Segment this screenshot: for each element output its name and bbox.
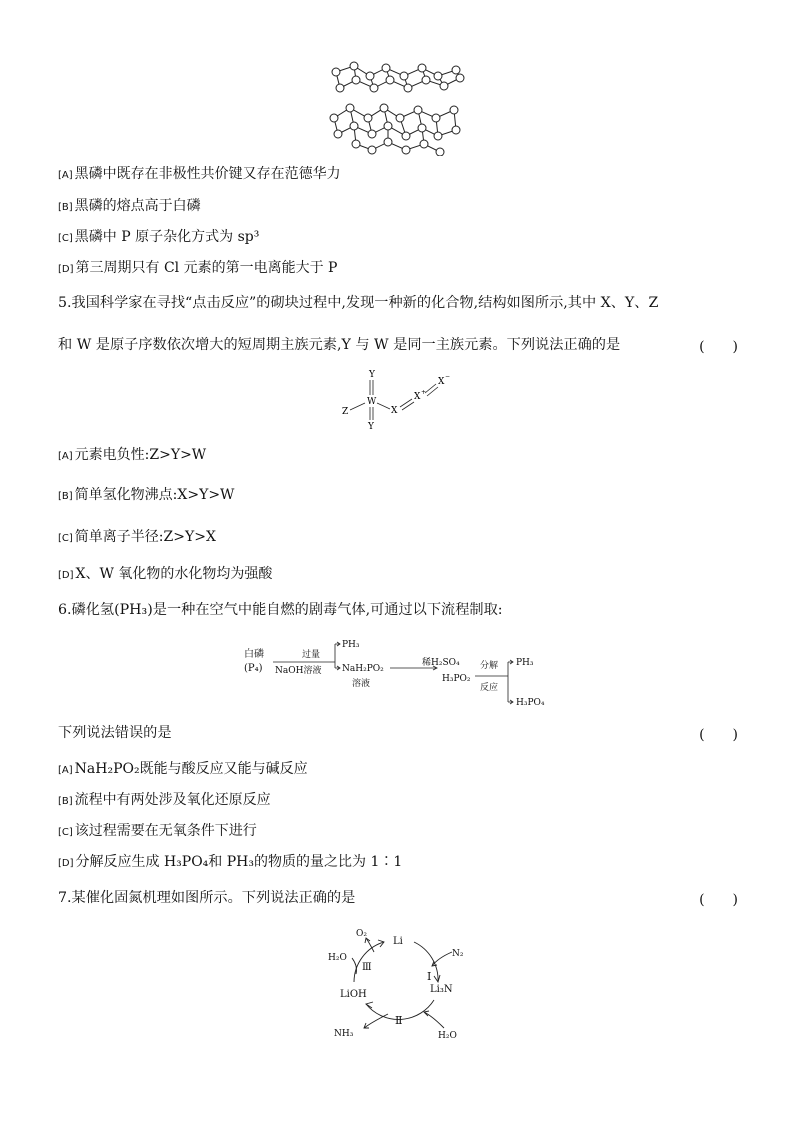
cycle-left-lioh: LiOH xyxy=(340,989,367,1000)
q5-stem-line1: 5.我国科学家在寻找“点击反应”的砌块过程中,发现一种新的化合物,结构如图所示,其中 X、Y、Z xyxy=(58,295,659,311)
structure-left-z: Z xyxy=(342,407,349,417)
q5-option-d[interactable] xyxy=(58,565,272,585)
flow-product4: PH₃ xyxy=(516,658,534,668)
q6-option-a[interactable] xyxy=(58,760,308,780)
q7-answer-paren[interactable]: ( ) xyxy=(699,892,738,908)
option-text: 该过程需要在无氧条件下进行 xyxy=(74,823,257,839)
q6-stem: 6.磷化氢(PH₃)是一种在空气中能自燃的剧毒气体,可通过以下流程制取: xyxy=(58,602,503,618)
q5-stem-line2: 和 W 是原子序数依次增大的短周期主族元素,Y 与 W 是同一主族元素。下列说法正确的是 xyxy=(58,337,621,353)
option-text: 黑磷中既存在非极性共价键又存在范德华力 xyxy=(74,166,341,182)
flow-step3-bottom: 反应 xyxy=(480,683,499,693)
cycle-in-h2o-bottom: H₂O xyxy=(438,1031,457,1041)
option-text: 黑磷的熔点高于白磷 xyxy=(74,198,201,214)
q6-flow-diagram xyxy=(240,632,560,710)
option-tag: [C] xyxy=(58,233,73,244)
option-tag: [D] xyxy=(58,858,74,869)
option-text: 分解反应生成 H₃PO₄和 PH₃的物质的量之比为 1∶1 xyxy=(75,854,403,870)
q6-answer-paren[interactable]: ( ) xyxy=(699,727,738,743)
q5-option-c[interactable] xyxy=(58,528,216,548)
flow-step1-bottom: NaOH溶液 xyxy=(275,666,322,676)
flow-product1: PH₃ xyxy=(342,640,360,650)
structure-x2-charge: + xyxy=(421,389,427,396)
q6-option-b[interactable] xyxy=(58,791,271,811)
option-text: 简单氢化物沸点:X>Y>W xyxy=(74,487,235,503)
flow-step2-top: 稀H₂SO₄ xyxy=(422,658,460,668)
option-tag: [D] xyxy=(58,264,74,275)
option-tag: [C] xyxy=(58,533,73,544)
option-text: 简单离子半径:Z>Y>X xyxy=(74,529,216,545)
option-text: 黑磷中 P 原子杂化方式为 sp³ xyxy=(74,229,260,245)
cycle-out-nh3: NH₃ xyxy=(334,1029,354,1039)
black-phosphorus-structure-figure xyxy=(326,60,468,156)
q7-cycle-diagram xyxy=(326,924,476,1042)
q6-question: 下列说法错误的是 xyxy=(58,725,172,741)
structure-x2: X xyxy=(414,392,421,402)
option-tag: [C] xyxy=(58,827,73,838)
q6-option-c[interactable] xyxy=(58,822,257,842)
flow-product2: NaH₂PO₂ xyxy=(342,664,384,674)
option-tag: [B] xyxy=(58,491,73,502)
structure-center-w: W xyxy=(367,397,377,407)
cycle-right-li3n: Li₃N xyxy=(430,984,453,995)
structure-x3-charge: − xyxy=(445,373,451,380)
flow-start-formula: (P₄) xyxy=(244,663,263,674)
option-tag: [A] xyxy=(58,765,73,776)
structure-x1: X xyxy=(391,406,398,416)
q7-stem: 7.某催化固氮机理如图所示。下列说法正确的是 xyxy=(58,890,356,906)
option-text: 第三周期只有 Cl 元素的第一电离能大于 P xyxy=(75,260,338,276)
structure-x3: X xyxy=(438,377,445,387)
flow-product2-sub: 溶液 xyxy=(352,679,371,689)
option-text: NaH₂PO₂既能与酸反应又能与碱反应 xyxy=(74,761,308,777)
q6-option-d[interactable] xyxy=(58,853,402,873)
flow-product5: H₃PO₄ xyxy=(516,698,545,708)
structure-bottom-y: Y xyxy=(368,422,374,432)
flow-start: 白磷 xyxy=(244,649,264,660)
cycle-step2: Ⅱ xyxy=(395,1014,403,1027)
q4-option-d[interactable] xyxy=(58,259,337,279)
flow-step1-top: 过量 xyxy=(302,650,321,660)
option-tag: [B] xyxy=(58,796,73,807)
option-tag: [D] xyxy=(58,570,74,581)
option-text: 流程中有两处涉及氧化还原反应 xyxy=(74,792,271,808)
cycle-step1: Ⅰ xyxy=(427,970,432,983)
q5-option-a[interactable] xyxy=(58,446,206,466)
cycle-step3: Ⅲ xyxy=(362,962,372,973)
option-tag: [A] xyxy=(58,170,73,181)
option-text: X、W 氧化物的水化物均为强酸 xyxy=(75,566,273,582)
cycle-top-li: Li xyxy=(393,936,403,947)
q4-option-c[interactable] xyxy=(58,228,259,248)
q5-answer-paren[interactable]: ( ) xyxy=(699,339,738,355)
option-tag: [A] xyxy=(58,451,73,462)
cycle-out-o2: O₂ xyxy=(356,929,367,939)
cycle-in-n2: N₂ xyxy=(452,949,464,959)
option-tag: [B] xyxy=(58,202,73,213)
structure-top-y: Y xyxy=(369,370,375,380)
cycle-in-h2o-left: H₂O xyxy=(328,953,347,963)
flow-step3-top: 分解 xyxy=(480,661,499,671)
flow-product3: H₃PO₂ xyxy=(442,674,471,684)
option-text: 元素电负性:Z>Y>W xyxy=(74,447,207,463)
q5-structure-figure xyxy=(336,366,466,432)
q5-option-b[interactable] xyxy=(58,486,234,506)
q4-option-a[interactable] xyxy=(58,165,341,185)
q4-option-b[interactable] xyxy=(58,197,201,217)
